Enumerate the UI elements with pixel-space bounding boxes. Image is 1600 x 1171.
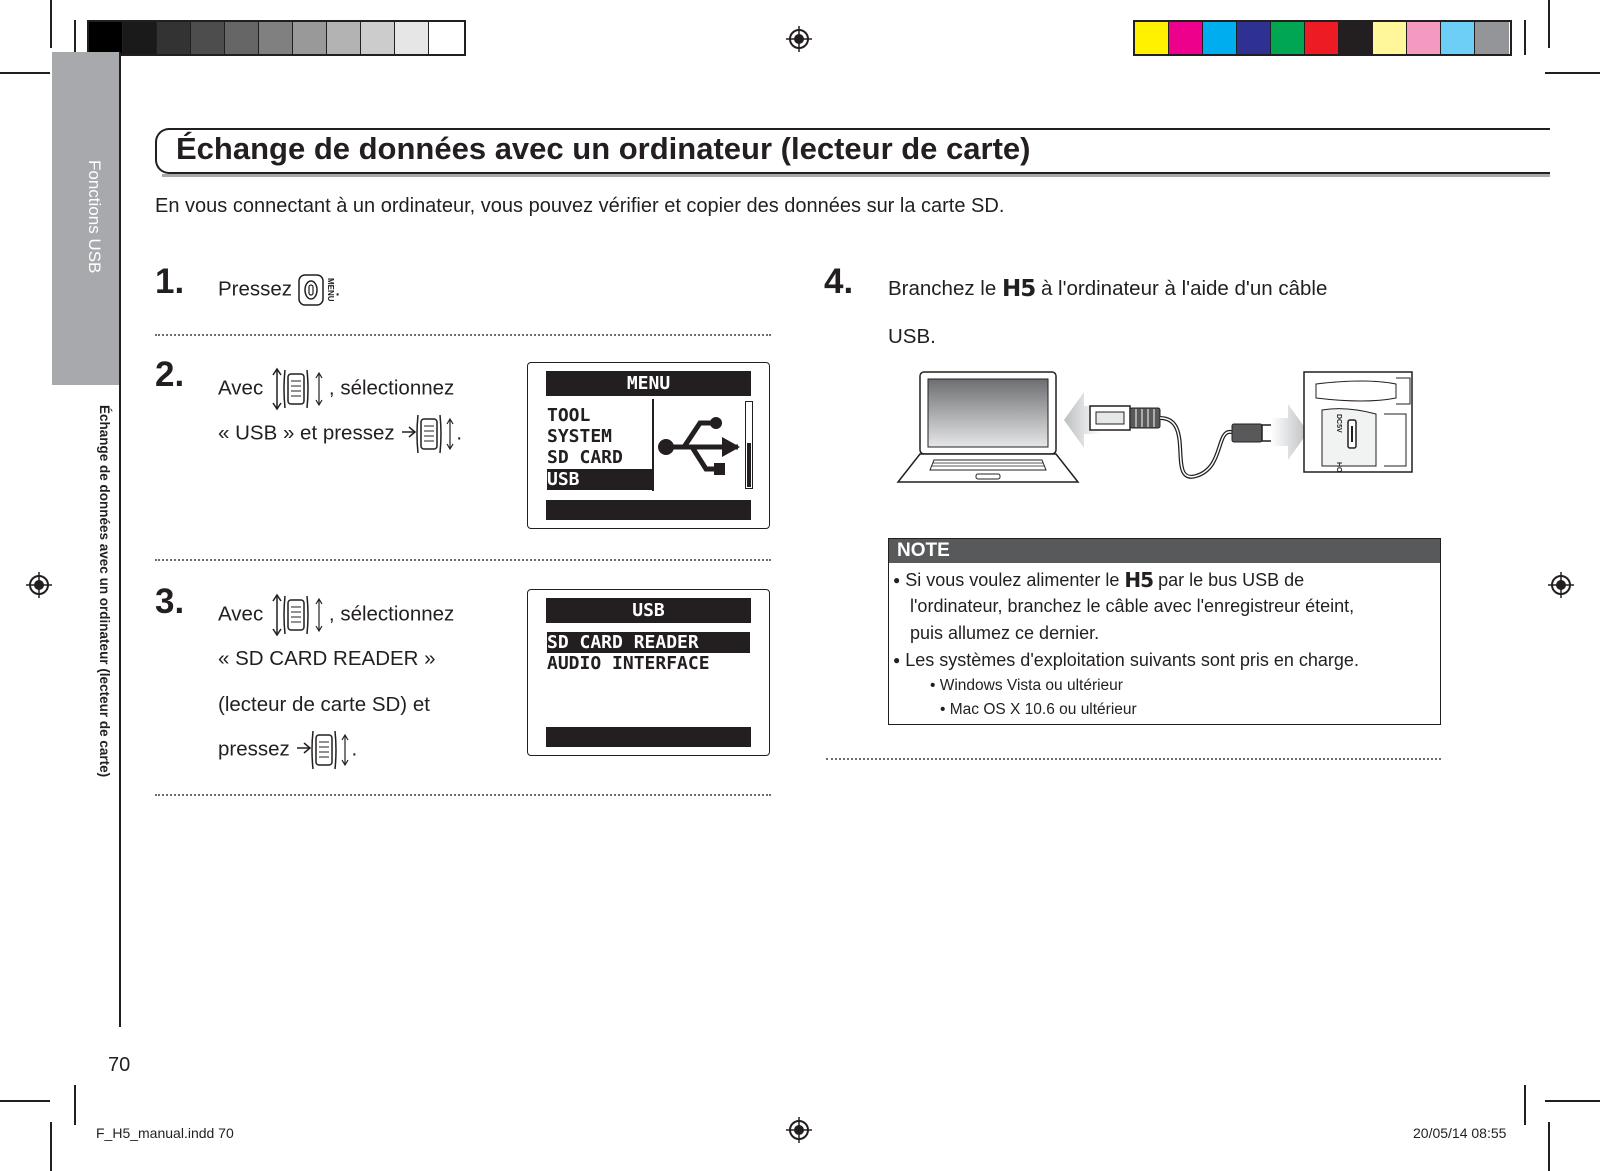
h5-logo: H5	[1001, 276, 1036, 302]
step-text: Branchez le	[888, 277, 997, 300]
color-swatch	[1135, 22, 1169, 54]
h5-logo: H5	[1124, 568, 1154, 592]
scroll-wheel-icon	[269, 592, 329, 638]
crop-mark	[50, 0, 52, 48]
note-text: puis allumez ce dernier.	[910, 623, 1100, 643]
lcd-menu-item-selected: USB	[547, 469, 652, 490]
color-swatch	[1237, 22, 1271, 54]
step-4-line-1	[888, 276, 1327, 302]
arrow-right-icon	[1271, 404, 1308, 460]
note-sub-item: • Windows Vista ou ultérieur	[930, 677, 1123, 694]
step-text: à l'ordinateur à l'aide d'un câble	[1040, 277, 1328, 300]
gray-swatch	[123, 22, 157, 54]
crop-mark	[1524, 20, 1526, 55]
wheel-press-icon	[400, 412, 456, 456]
menu-button-icon	[298, 273, 326, 307]
lcd-menu-item: AUDIO INTERFACE	[547, 653, 710, 674]
crop-mark	[1548, 1122, 1550, 1171]
lcd-separator	[652, 399, 654, 491]
crop-mark	[0, 1100, 50, 1102]
step-text: , sélectionnez	[328, 376, 455, 400]
sidebar-tab-label: Fonctions USB	[85, 160, 104, 274]
h5-device-icon	[1304, 372, 1412, 473]
gray-swatch	[157, 22, 191, 54]
sidebar-section-label: Échange de données avec un ordinateur (lecteur de carte)	[97, 405, 112, 778]
color-swatch	[1339, 22, 1373, 54]
color-swatch	[1169, 22, 1203, 54]
wheel-press-icon	[295, 728, 351, 772]
lcd-header: USB	[546, 598, 751, 623]
step-divider	[155, 794, 771, 796]
note-sub-item: • Mac OS X 10.6 ou ultérieur	[940, 701, 1137, 718]
port-label: HO	[1335, 462, 1342, 473]
crop-mark	[0, 72, 50, 74]
lcd-menu-item: SD CARD	[547, 447, 623, 468]
step-text: .	[351, 737, 358, 761]
step-text: Avec	[218, 376, 264, 400]
step-text: , sélectionnez	[328, 602, 455, 626]
step-divider	[155, 559, 771, 561]
lcd-menu-item-selected: SD CARD READER	[547, 632, 750, 653]
color-swatch	[1407, 22, 1441, 54]
footer-file-info: F_H5_manual.indd 70	[96, 1125, 234, 1141]
color-swatch	[1441, 22, 1475, 54]
step-text: .	[456, 421, 463, 445]
color-swatch	[1203, 22, 1237, 54]
registration-mark-icon	[786, 26, 812, 52]
step-divider	[826, 758, 1441, 760]
title-shadow	[162, 174, 1550, 177]
step-number: 3.	[155, 582, 185, 621]
gray-swatch	[395, 22, 429, 54]
crop-mark	[1548, 0, 1550, 48]
process-color-bar	[1133, 20, 1512, 56]
step-text: Avec	[218, 602, 264, 626]
laptop-icon	[898, 372, 1078, 482]
step-text: « SD CARD READER »	[218, 647, 436, 670]
registration-mark-icon	[1548, 572, 1574, 598]
color-swatch	[1475, 22, 1509, 54]
lcd-header: MENU	[546, 371, 751, 396]
crop-mark	[50, 1122, 52, 1171]
gray-color-bar	[87, 20, 466, 56]
gray-swatch	[259, 22, 293, 54]
footer-date: 20/05/14 08:55	[1413, 1125, 1507, 1141]
step-2-line-1	[218, 366, 454, 412]
lcd-footer-bar	[546, 727, 751, 747]
note-text: l'ordinateur, branchez le câble avec l'enregistreur éteint,	[910, 596, 1355, 616]
crop-mark	[74, 20, 76, 55]
page-number: 70	[108, 1054, 131, 1076]
sidebar-rule	[119, 52, 121, 1027]
registration-mark-icon	[786, 1117, 812, 1143]
step-text: .	[334, 277, 341, 301]
step-text: USB.	[888, 325, 936, 348]
note-bullet-2: ● Les systèmes d'exploitation suivants sont pris en charge.	[893, 650, 1359, 670]
lcd-menu-item: TOOL	[547, 405, 591, 426]
usb-symbol-icon	[656, 405, 744, 485]
note-text: par le bus USB de	[1158, 570, 1305, 590]
step-text: Pressez	[218, 277, 293, 301]
color-swatch	[1305, 22, 1339, 54]
color-swatch	[1271, 22, 1305, 54]
step-divider	[155, 334, 771, 336]
crop-mark	[1545, 72, 1600, 74]
crop-mark	[1545, 1100, 1600, 1102]
gray-swatch	[89, 22, 123, 54]
step-text: pressez	[218, 737, 290, 761]
gray-swatch	[225, 22, 259, 54]
step-number: 1.	[155, 262, 185, 301]
gray-swatch	[191, 22, 225, 54]
step-3-line-5	[218, 728, 357, 772]
step-1-text	[218, 273, 340, 307]
step-text: « USB » et pressez	[218, 421, 395, 445]
step-text: (lecteur de carte SD) et	[218, 693, 430, 716]
usb-a-plug-icon	[1090, 406, 1160, 430]
crop-mark	[74, 1085, 76, 1125]
note-text: Si vous voulez alimenter le	[905, 570, 1120, 590]
lcd-usb-screen	[527, 589, 770, 756]
step-number: 2.	[155, 355, 185, 394]
page-title: Échange de données avec un ordinateur (lecteur de carte)	[176, 131, 1031, 166]
registration-mark-icon	[26, 572, 52, 598]
step-number: 4.	[824, 262, 854, 301]
menu-button-label: MENU	[325, 278, 335, 302]
step-3-line-1	[218, 592, 454, 638]
gray-swatch	[293, 22, 327, 54]
note-bullet-1-line-1: ● Si vous voulez alimenter le H5 par le bus USB de	[893, 568, 1305, 592]
note-header: NOTE	[889, 539, 1440, 563]
note-sub-text: Windows Vista ou ultérieur	[939, 677, 1123, 694]
lcd-scrollbar-thumb	[747, 443, 751, 487]
gray-swatch	[327, 22, 361, 54]
port-label: DC5V	[1335, 414, 1342, 433]
gray-swatch	[429, 22, 463, 54]
gray-swatch	[361, 22, 395, 54]
note-sub-text: Mac OS X 10.6 ou ultérieur	[949, 701, 1137, 718]
lcd-footer-bar	[546, 500, 751, 520]
step-2-line-2	[218, 412, 462, 456]
lcd-menu-item: SYSTEM	[547, 426, 613, 447]
intro-text: En vous connectant à un ordinateur, vous pouvez vérifier et copier des données sur la carte SD.	[155, 195, 1005, 217]
note-text: Les systèmes d'exploitation suivants sont pris en charge.	[905, 650, 1359, 670]
crop-mark	[1524, 1085, 1526, 1125]
usb-connection-diagram	[896, 370, 1416, 495]
color-swatch	[1373, 22, 1407, 54]
scroll-wheel-icon	[269, 366, 329, 412]
lcd-menu-screen	[527, 362, 770, 529]
